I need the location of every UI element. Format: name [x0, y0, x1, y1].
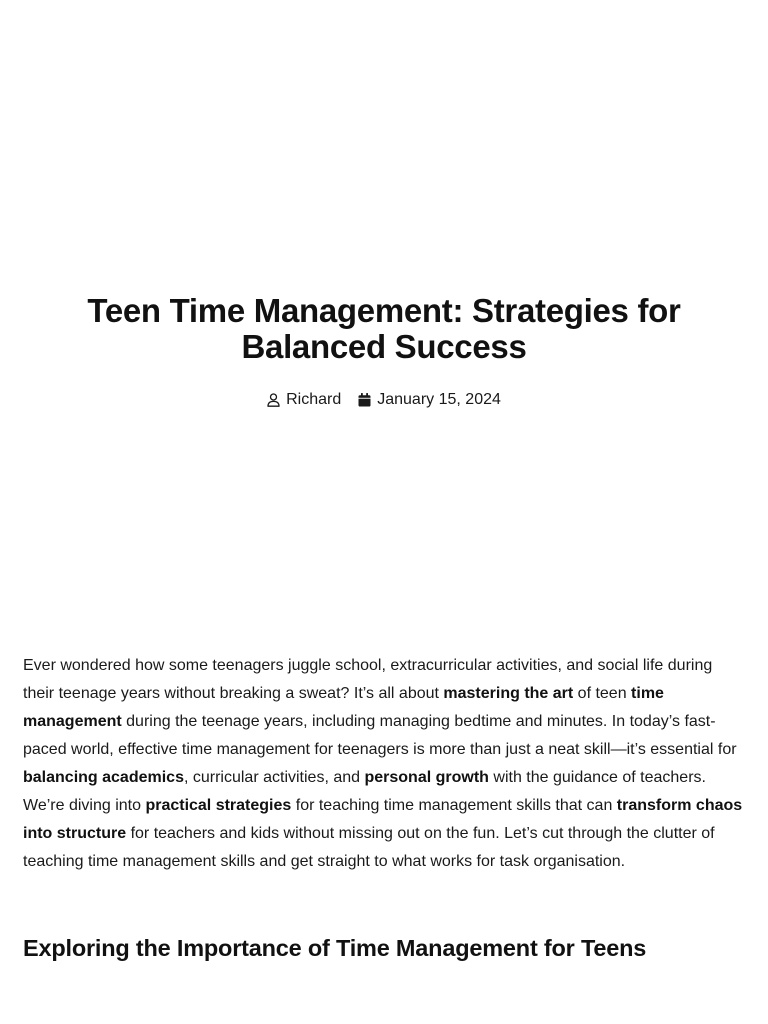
post-title: Teen Time Management: Strategies for Balanced Success — [87, 292, 681, 365]
intro-emphasis: balancing academics — [23, 769, 184, 786]
intro-emphasis: mastering the art — [443, 685, 574, 702]
intro-emphasis: personal growth — [364, 769, 489, 786]
intro-text: of teen — [573, 685, 632, 702]
intro-text: for teachers and kids without missing out on the fun. Let’s cut through the clutter of teaching time management skills and get straight to what works for task organisation. — [23, 825, 715, 870]
intro-text: with the guidance of teachers. We’re diving into — [23, 769, 706, 814]
author-link[interactable] — [267, 389, 341, 411]
intro-text: Ever wondered how some teenagers juggle school, extracurricular activities, and social life during their teenage years without breaking a sweat? It’s all about — [23, 657, 713, 702]
post-meta — [0, 389, 768, 411]
post-date: January 15, 2024 — [377, 391, 501, 408]
intro-text: , curricular activities, and — [183, 769, 365, 786]
date-link[interactable] — [358, 389, 501, 411]
author-name: Richard — [286, 391, 342, 408]
intro-emphasis: transform chaos into structure — [23, 797, 743, 842]
calendar-icon — [358, 393, 371, 407]
intro-text: for teaching time management skills that can — [291, 797, 617, 814]
section-heading: Exploring the Importance of Time Management for Teens — [23, 935, 647, 961]
intro-text: during the teenage years, including managing bedtime and minutes. In today’s fast-paced world, effective time management for teenagers is more than just a neat skill—it’s essential for — [23, 713, 737, 758]
article-body — [23, 652, 745, 876]
intro-emphasis: practical strategies — [145, 797, 292, 814]
user-icon — [267, 393, 280, 407]
intro-emphasis: time management — [23, 685, 664, 730]
intro-paragraph — [23, 652, 745, 876]
